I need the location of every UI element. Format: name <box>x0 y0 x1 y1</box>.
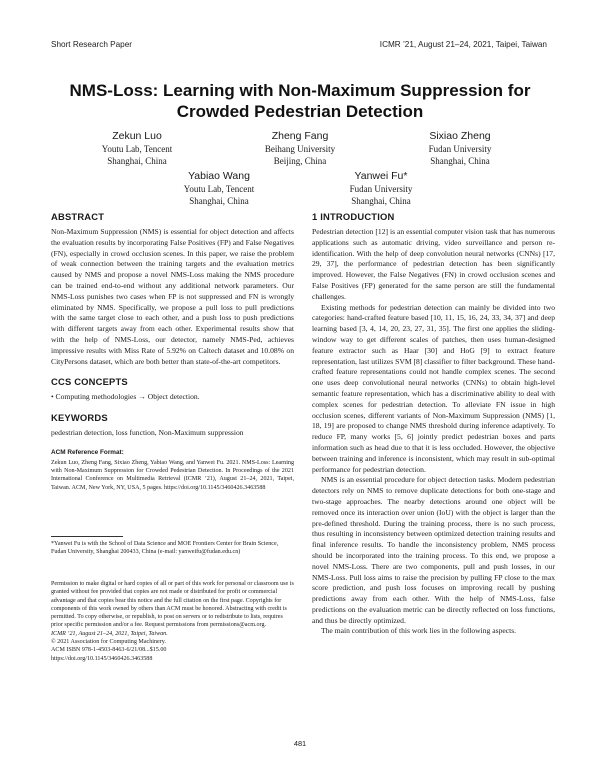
author-footnote <box>51 536 294 557</box>
author-affiliation: Youtu Lab, Tencent <box>101 144 173 154</box>
author-name: Yanwei Fu* <box>354 170 408 182</box>
left-column <box>51 211 294 492</box>
intro-paragraph: Pedestrian detection [12] is an essential computer vision task that has numerous applications such as automatic driving, video surveillance and person re-identification. With the help of deep convolution neural networks (CNNs) [17, 29, 37], the performance of pedestrian detection has been significantly improved. However, the False Negatives (FN) in crowd occlusion scenes and False Positives (FP) generated for the same person are still the fundamental challenges. <box>312 227 555 301</box>
paper-title <box>40 80 560 122</box>
author-block <box>301 169 461 207</box>
author-block <box>380 129 540 167</box>
abstract-heading: ABSTRACT <box>51 211 105 222</box>
intro-paragraph: Existing methods for pedestrian detection can mainly be divided into two categories: hand-crafted feature based [10, 11, 15, 16, 24, 33, 34, 37] and deep learning based [3, 4, 14, 20, 23, 27, 31, 35]. The first one applies the sliding-window way to get different scales of patches, then uses human-designed feature extractor such as Haar [30] and HoG [9] to extract feature representation, last utilizes SVM [8] classifier to filter background. These hand-crafted feature representations could not handle complex scenes. The second one uses deep convolutional neural networks (CNNs) to obtain high-level semantic feature representation, which has a discriminative ability to deal with complex scenes for pedestrian detection. To alleviate FN issue in high occlusion scenes, different variants of Non-Maximum Suppression (NMS) [1, 18, 19] are proposed to change NMS threshold during inference adaptively. To reduce FP, many works [5, 6] jointly predict pedestrian boxes and parts information such as head due to that it is less occluded. However, the objective between training and inference is inconsistent, which may result in sub-optimal performance for pedestrian detection. <box>312 302 555 474</box>
paper-title-line2: Crowded Pedestrian Detection <box>176 102 424 121</box>
author-name: Zheng Fang <box>271 130 329 142</box>
intro-paragraph: NMS is an essential procedure for object detection tasks. Modern pedestrian detectors rely on NMS to remove duplicate detections for both one-stage and two-stage approaches. The nearby detections around one object will be removed once its interaction over union (IoU) with the object is larger than the pre-defined threshold. During the training process, there is no such process, thus resulting in inconsistency between optimized detection training results and final inference results. To handle the inconsistency problem, NMS process should be incorporated into the training process. To this end, we propose a novel NMS-Loss. There are two components, pull and push losses, in our NMS-Loss. Pull loss aims to raise the precision by pulling FP close to the max score prediction, and push loss focuses on improving recall by pushing predictions away from each other. With the help of NMS-Loss, false predictions on the evaluation metric can be directly reflected on loss functions, and thus be directly optimized. <box>312 475 555 625</box>
author-name: Yabiao Wang <box>188 170 250 182</box>
running-header-left: Short Research Paper <box>51 40 133 49</box>
author-affiliation: Fudan University <box>428 144 492 154</box>
author-affiliation: Youtu Lab, Tencent <box>183 184 255 194</box>
paper-title-line1: NMS-Loss: Learning with Non-Maximum Suppression for <box>69 81 531 100</box>
author-location: Shanghai, China <box>189 196 249 206</box>
acm-format-text: Zekun Luo, Zheng Fang, Sixiao Zheng, Yabiao Wang, and Yanwei Fu. 2021. NMS-Loss: Learning with Non-Maximum Suppression for Crowded Pedestrian Detection. In Proceedings of the 2021 International Conference on Multimedia Retrieval (ICMR ’21), August 21–24, 2021, Taipei, Taiwan. ACM, New York, NY, USA, 5 pages. https://doi.org/10.1145/3460426.3463588 <box>51 459 294 491</box>
author-location: Beijing, China <box>273 156 327 166</box>
permission-isbn: ACM ISBN 978-1-4503-8463-6/21/08...$15.00 <box>51 647 167 654</box>
author-name: Sixiao Zheng <box>429 130 491 142</box>
intro-paragraph: The main contribution of this work lies in the following aspects. <box>321 626 517 636</box>
ccs-heading: CCS CONCEPTS <box>51 376 128 388</box>
author-location: Shanghai, China <box>430 156 490 166</box>
footnote-text: *Yanwei Fu is with the School of Data Science and MOE Frontiers Center for Brain Science, Fudan University, Shanghai 200433, China (e-mail: yanweifu@fudan.edu.cn) <box>51 541 279 556</box>
acm-format-heading: ACM Reference Format: <box>51 448 124 456</box>
author-affiliation: Fudan University <box>349 184 413 194</box>
footnote-rule <box>51 536 123 537</box>
permission-copyright: © 2021 Association for Computing Machinery. <box>51 639 166 646</box>
page-number: 481 <box>293 739 307 748</box>
running-header-right: ICMR ’21, August 21–24, 2021, Taipei, Taiwan <box>379 40 547 49</box>
author-block <box>57 129 217 167</box>
permission-text: Permission to make digital or hard copies of all or part of this work for personal or classroom use is granted without fee provided that copies are not made or distributed for profit or commercial advantage and that copies bear this notice and the full citation on the first page. Copyrights for components of this work owned by others than ACM must be honored. Abstracting with credit is permitted. To copy otherwise, or republish, to post on servers or to redistribute to lists, requires prior specific permission and/or a fee. Request permissions from permissions@acm.org. <box>51 581 294 629</box>
author-block <box>220 129 380 167</box>
author-location: Shanghai, China <box>351 196 411 206</box>
keywords-text: pedestrian detection, loss function, Non-Maximum suppression <box>51 428 244 438</box>
right-column <box>312 211 555 637</box>
introduction-heading: 1 INTRODUCTION <box>312 211 395 222</box>
abstract-text: Non-Maximum Suppression (NMS) is essential for object detection and affects the evaluation results by incorporating False Positives (FP) and False Negatives (FN), especially in crowd occlusion scenes. In this paper, we raise the problem of weak connection between the training targets and the evaluation metrics caused by NMS and propose a novel NMS-Loss making the NMS procedure can be trained end-to-end without any additional network parameters. Our NMS-Loss punishes two cases when FP is not suppressed and FN is wrongly eliminated by NMS. Specifically, we propose a pull loss to pull predictions with the same target close to each other, and a push loss to push predictions with different targets away from each other. Experimental results show that with the help of NMS-Loss, our detector, namely NMS-Ped, achieves impressive results with Miss Rate of 5.92% on Caltech dataset and 10.08% on CityPersons dataset, which are both better than state-of-the-art competitors. <box>51 227 294 366</box>
permission-conf: ICMR ’21, August 21–24, 2021, Taipei, Taiwan. <box>51 630 168 637</box>
ccs-text: • Computing methodologies → Object detection. <box>51 392 200 402</box>
author-affiliation: Beihang University <box>264 144 336 154</box>
permission-block <box>51 580 294 663</box>
keywords-heading: KEYWORDS <box>51 412 108 424</box>
author-location: Shanghai, China <box>107 156 167 166</box>
permission-doi: https://doi.org/10.1145/3460426.3463588 <box>51 655 153 662</box>
author-name: Zekun Luo <box>112 130 162 142</box>
author-block <box>139 169 299 207</box>
